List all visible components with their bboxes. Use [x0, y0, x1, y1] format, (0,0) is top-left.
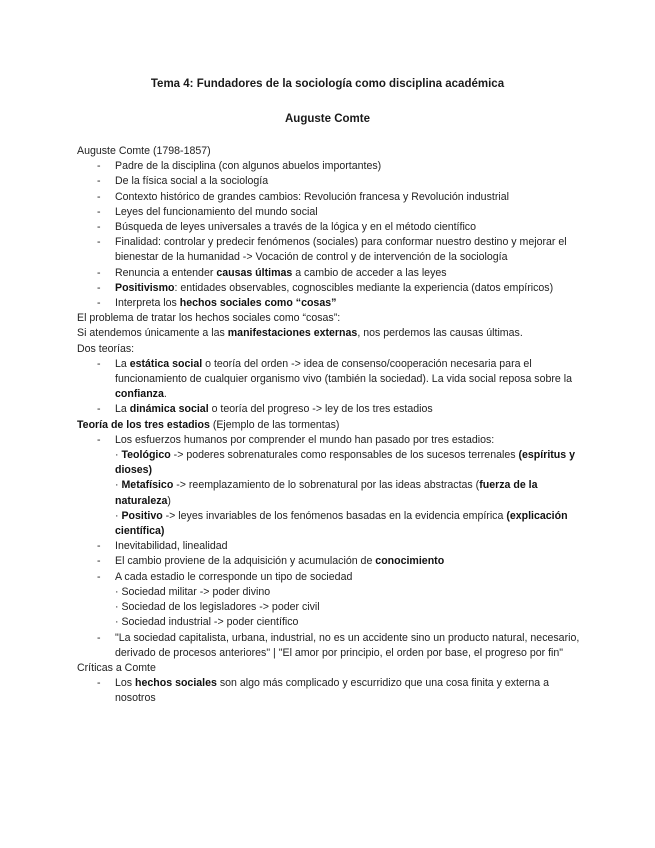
list-item: - "La sociedad capitalista, urbana, industrial, no es un accidente sino un producto natural, necesario, derivado de procesos anteriores" | "El amor por principio, el orden por base, el progreso por fin": [77, 631, 587, 661]
bold-text: Teoría de los tres estadios: [77, 418, 210, 431]
critics-list: [77, 676, 587, 706]
text: .: [163, 388, 167, 401]
section-heading-critics: Críticas a Comte: [77, 661, 156, 674]
bold-text: causas últimas: [216, 266, 293, 279]
theories-list: [77, 357, 587, 418]
text: - A cada estadio le corresponde un tipo de sociedad: [115, 570, 353, 583]
bold-text: Positivismo: [115, 281, 175, 294]
text: - Los esfuerzos humanos por comprender el mundo han pasado por tres estadios:: [115, 433, 495, 446]
document-subtitle: Auguste Comte: [285, 113, 370, 125]
text: son algo más complicado y escurridizo que una cosa finita y externa a nosotros: [115, 677, 550, 705]
list-item: [77, 266, 587, 281]
text: ·: [115, 479, 122, 492]
list-item: [77, 433, 587, 539]
bold-text: dinámica social: [129, 403, 209, 416]
text: · Sociedad de los legisladores -> poder civil: [115, 601, 320, 614]
list-item: - Leyes del funcionamiento del mundo social: [77, 205, 587, 220]
text: -> poderes sobrenaturales como responsables de los sucesos terrenales: [170, 449, 519, 462]
text: -> leyes invariables de los fenómenos basadas en la evidencia empírica: [162, 509, 507, 522]
problem-line: Dos teorías:: [77, 342, 135, 355]
stage-teologico: [115, 448, 587, 478]
list-item: [77, 296, 587, 311]
text: Interpreta los: [115, 297, 180, 310]
text: ): [167, 494, 171, 507]
list-item: - Padre de la disciplina (con algunos abuelos importantes): [77, 159, 587, 174]
text: o teoría del orden -> idea de consenso/cooperación necesaria para el funcionamiento de cualquier organismo vivo (también la sociedad). La vida social reposa sobre la: [115, 357, 572, 386]
document-body: [77, 144, 587, 707]
bold-text: (espíritus y dioses): [115, 449, 575, 477]
text: Los: [115, 677, 136, 690]
bold-text: Metafísico: [121, 479, 174, 492]
text: (Ejemplo de las tormentas): [209, 418, 340, 431]
problem-line: El problema de tratar los hechos sociales como “cosas”:: [77, 312, 341, 325]
text: · Sociedad industrial -> poder científico: [115, 616, 299, 629]
bold-text: manifestaciones externas: [227, 327, 358, 340]
text: Renuncia a entender: [115, 266, 217, 279]
list-item: [77, 676, 587, 706]
document-title: Tema 4: Fundadores de la sociología como disciplina académica: [150, 78, 505, 90]
list-item: - Inevitabilidad, linealidad: [77, 539, 587, 554]
bold-text: Teológico: [121, 449, 171, 462]
bold-text: conocimiento: [375, 555, 445, 568]
text: El cambio proviene de la adquisición y acumulación de: [115, 555, 376, 568]
bold-text: fuerza de la naturaleza: [115, 479, 538, 507]
text: La: [115, 403, 130, 416]
bold-text: estática social: [129, 357, 203, 370]
text: La: [115, 357, 130, 370]
bold-text: (explicación científica): [115, 509, 568, 538]
text: a cambio de acceder a las leyes: [292, 266, 447, 279]
comte-list: [77, 159, 587, 311]
text: Si atendemos únicamente a las: [77, 327, 228, 340]
bold-text: confianza: [115, 388, 164, 401]
text: ·: [115, 449, 122, 462]
text: : entidades observables, cognoscibles mediante la experiencia (datos empíricos): [174, 281, 554, 294]
stage-positivo: [115, 509, 587, 539]
list-item: - De la física social a la sociología: [77, 174, 587, 189]
list-item: [77, 357, 587, 403]
text: · Sociedad militar -> poder divino: [115, 585, 271, 598]
stage-metafisico: [115, 478, 587, 508]
list-item: - Finalidad: controlar y predecir fenómenos (sociales) para conformar nuestro destino y mejorar el bienestar de la humanidad -> Vocación de control y de intervención de la sociología: [77, 235, 587, 265]
list-item: - Búsqueda de leyes universales a través de la lógica y en el método científico: [77, 220, 587, 235]
list-item: [77, 281, 587, 296]
bold-text: hechos sociales como “cosas”: [179, 297, 337, 310]
text: -> reemplazamiento de lo sobrenatural por las ideas abstractas (: [173, 479, 480, 492]
bold-text: Positivo: [121, 509, 163, 522]
list-item: [77, 402, 587, 417]
text: ·: [115, 509, 122, 522]
stages-list: [77, 433, 587, 661]
text: o teoría del progreso -> ley de los tres estadios: [208, 403, 433, 416]
text: , nos perdemos las causas últimas.: [357, 327, 523, 340]
bold-text: hechos sociales: [135, 677, 217, 690]
problem-line: [77, 326, 587, 341]
section-heading-stages: [77, 418, 587, 433]
section-heading-comte: Auguste Comte (1798-1857): [77, 145, 211, 157]
list-item: [77, 554, 587, 569]
list-item: [77, 570, 587, 631]
list-item: - Contexto histórico de grandes cambios: Revolución francesa y Revolución industrial: [77, 190, 587, 205]
